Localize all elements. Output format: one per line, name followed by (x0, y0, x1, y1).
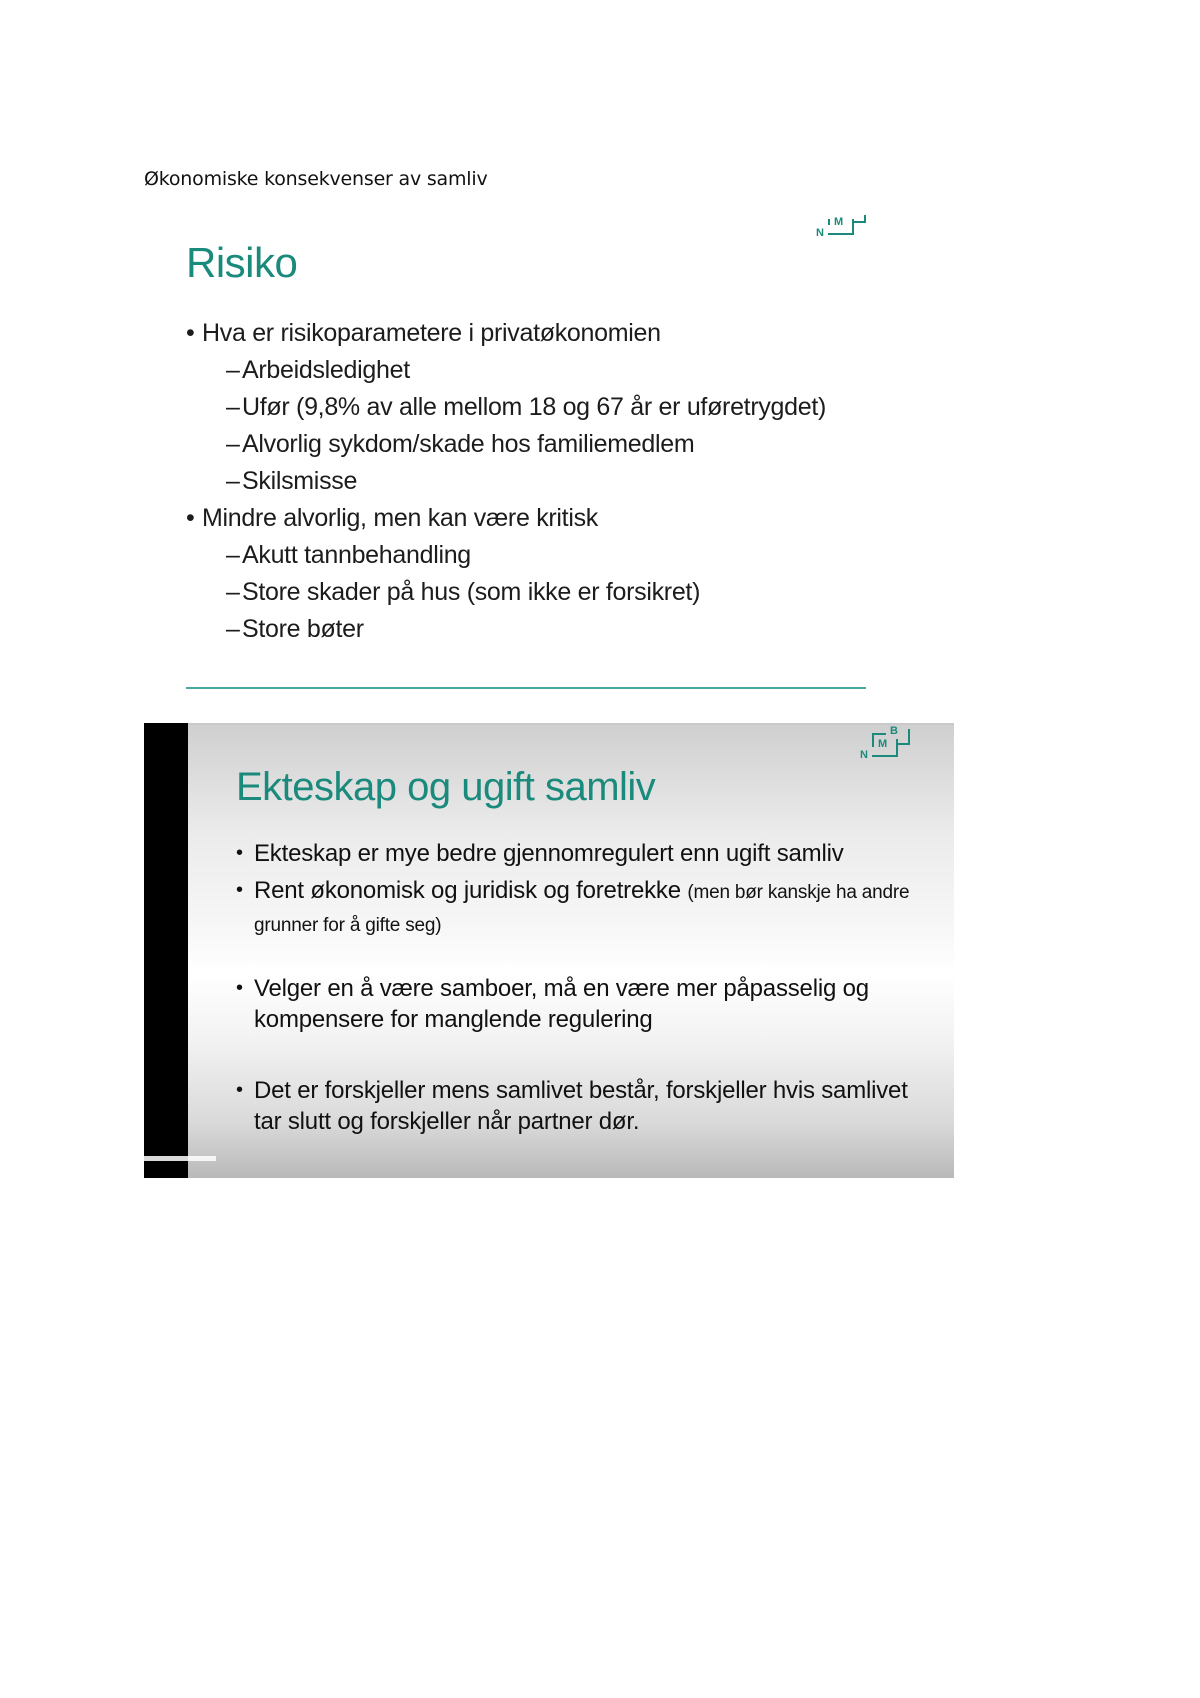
video-progress-bar (144, 1156, 216, 1161)
bullet-list (186, 315, 866, 648)
slide-title: Risiko (186, 239, 298, 286)
nmbu-logo (856, 725, 912, 759)
list-item: –Ufør (9,8% av alle mellom 18 og 67 år er uføretrygdet) (226, 393, 827, 421)
logo-letter-n: N (816, 227, 824, 239)
top-strip (144, 723, 954, 725)
left-black-bar (144, 723, 188, 1178)
logo-letter-m: M (834, 216, 844, 228)
slide-title: Ekteskap og ugift samliv (236, 765, 656, 809)
logo-letter-m: M (878, 738, 888, 750)
footer-rule (186, 687, 866, 689)
list-item: –Akutt tannbehandling (226, 541, 471, 569)
bullet-list (236, 838, 936, 1137)
list-item: –Arbeidsledighet (226, 356, 410, 384)
slide-risiko (144, 205, 874, 710)
list-item: • Velger en å være samboer, må en være mer påpasselig og kompensere for manglende regulering (236, 975, 869, 1033)
logo-letter-b: B (890, 725, 898, 737)
nmbu-logo (812, 215, 868, 249)
list-item: • Ekteskap er mye bedre gjennomregulert enn ugift samliv (236, 840, 844, 867)
list-item: –Alvorlig sykdom/skade hos familiemedlem (226, 430, 695, 458)
list-item: • Mindre alvorlig, men kan være kritisk (186, 504, 598, 532)
list-item: –Skilsmisse (226, 467, 358, 495)
list-item: –Store bøter (226, 615, 364, 643)
list-item: • Rent økonomisk og juridisk og foretrekke (men bør kanskje ha andre grunner for å gifte seg) (236, 877, 910, 936)
list-item: • Hva er risikoparametere i privatøkonomien (186, 319, 661, 347)
list-item: –Store skader på hus (som ikke er forsikret) (226, 578, 701, 606)
slide-ekteskap (144, 723, 954, 1178)
logo-letter-n: N (860, 749, 868, 761)
list-item: • Det er forskjeller mens samlivet består, forskjeller hvis samlivet tar slutt og forskjeller når partner dør. (236, 1077, 908, 1135)
document-heading: Økonomiske konsekvenser av samliv (144, 168, 488, 190)
